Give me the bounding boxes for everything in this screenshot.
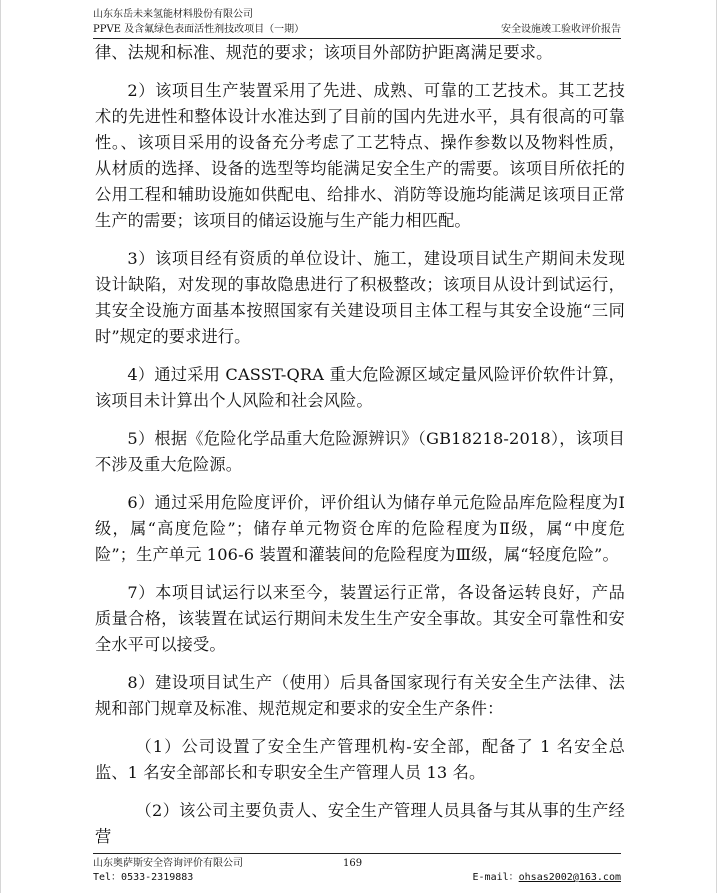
email-link[interactable]: ohsas2002@163.com — [518, 872, 621, 883]
header-report-title: 安全设施竣工验收评价报告 — [501, 24, 621, 35]
footer-tel: Tel：0533-2319883 — [93, 872, 194, 883]
header-project: PPVE 及含氟绿色表面活性剂技改项目（一期） — [93, 24, 305, 35]
paragraph-continuation: 律、法规和标准、规范的要求；该项目外部防护距离满足要求。 — [95, 43, 553, 62]
page-header — [93, 8, 621, 39]
paragraph-item-7: 7）本项目试运行以来至今，装置运行正常，各设备运转良好，产品质量合格，该装置在试运行期间未发生生产安全事故。其安全可靠性和安全水平可以接受。 — [95, 583, 625, 654]
paragraph-item-5: 5）根据《危险化学品重大危险源辨识》（GB18218-2018），该项目不涉及重大危险源。 — [95, 429, 625, 474]
paragraph-item-2: 2）该项目生产装置采用了先进、成熟、可靠的工艺技术。其工艺技术的先进性和整体设计水准达到了目前的国内先进水平，具有很高的可靠性。、该项目采用的设备充分考虑了工艺特点、操作参数以及物料性质，从材质的选择、设备的选型等均能满足安全生产的需要。该项目所依托的公用工程和辅助设施如供配电、给排水、消防等设施均能满足该项目正常生产的需要；该项目的储运设施与生产能力相匹配。 — [95, 81, 625, 230]
paragraph-item-6: 6）通过采用危险度评价，评价组认为储存单元危险品库危险程度为Ⅰ级，属“高度危险”；储存单元物资仓库的危险程度为Ⅱ级，属“中度危险”；生产单元 106-6 装置和灌装间的危险程度为Ⅲ级，属“轻度危险”。 — [95, 493, 625, 564]
footer-firm: 山东奥萨斯安全咨询评价有限公司 — [93, 858, 243, 869]
page-footer — [93, 853, 621, 886]
paragraph-item-4: 4）通过采用 CASST-QRA 重大危险源区域定量风险评价软件计算，该项目未计算出个人风险和社会风险。 — [95, 365, 625, 410]
page-number: 169 — [343, 858, 363, 869]
footer-email — [473, 871, 621, 884]
body-text — [95, 40, 625, 862]
email-label: E-mail： — [472, 872, 519, 883]
paragraph-subitem-2: （2）该公司主要负责人、安全生产管理人员具备与其从事的生产经营 — [95, 801, 625, 846]
header-company: 山东东岳未来氢能材料股份有限公司 — [93, 9, 253, 20]
paragraph-item-3: 3）该项目经有资质的单位设计、施工，建设项目试生产期间未发现设计缺陷，对发现的事故隐患进行了积极整改；该项目从设计到试运行，其安全设施方面基本按照国家有关建设项目主体工程与其安全设施“三同时”规定的要求进行。 — [95, 249, 625, 346]
paragraph-item-8: 8）建设项目试生产（使用）后具备国家现行有关安全生产法律、法规和部门规章及标准、规范规定和要求的安全生产条件： — [95, 673, 625, 718]
paragraph-subitem-1: （1）公司设置了安全生产管理机构-安全部，配备了 1 名安全总监、1 名安全部部长和专职安全生产管理人员 13 名。 — [95, 737, 625, 782]
